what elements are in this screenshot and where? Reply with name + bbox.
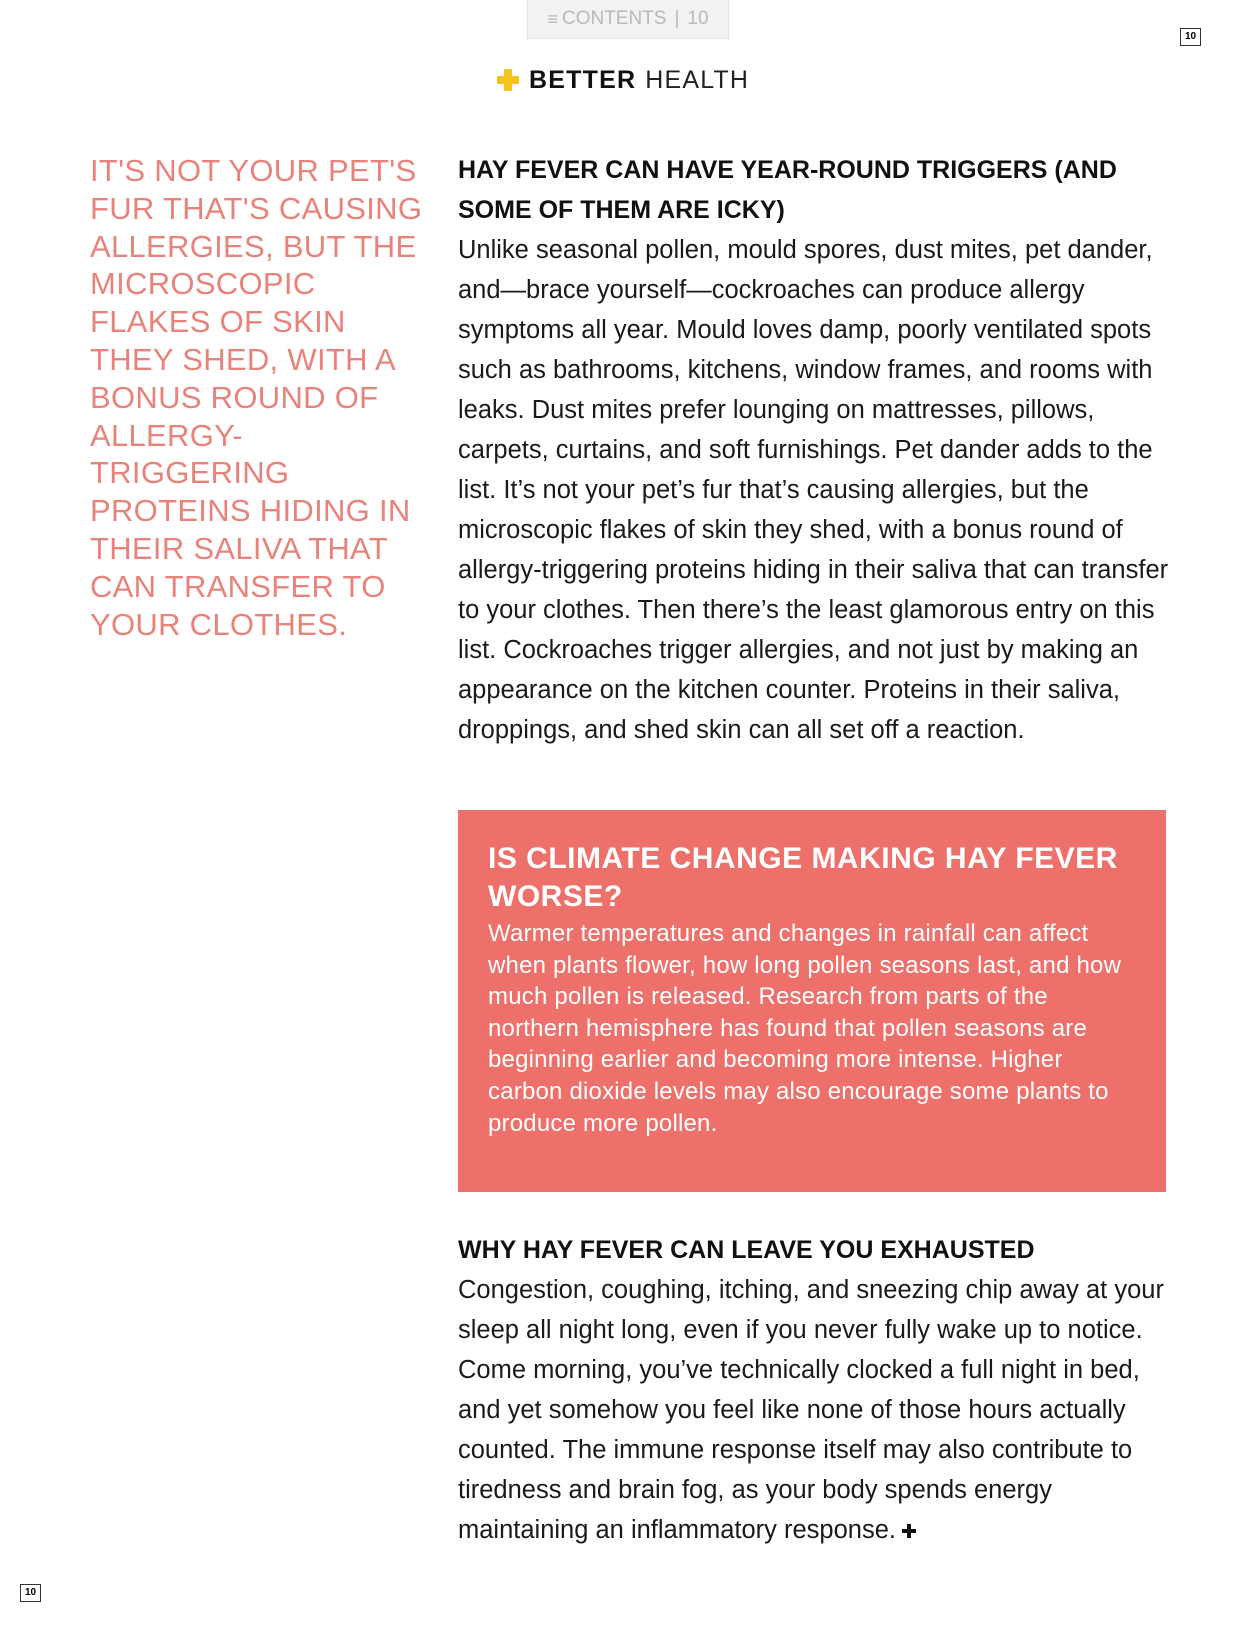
brand-light: HEALTH (645, 65, 750, 94)
menu-icon: ≡ (547, 8, 558, 29)
callout-heading: IS CLIMATE CHANGE MAKING HAY FEVER WORSE? (488, 842, 1118, 913)
divider: | (674, 8, 680, 29)
section-brand (497, 63, 749, 97)
end-mark-icon (902, 1524, 916, 1538)
page-number-marker-top: 10 (1180, 28, 1201, 46)
contents-nav-button[interactable] (527, 0, 729, 39)
contents-label: CONTENTS (561, 8, 667, 29)
article-section-triggers (458, 150, 1170, 750)
contents-page-number: 10 (687, 8, 709, 29)
pull-quote: IT'S NOT YOUR PET'S FUR THAT'S CAUSING ALLERGIES, BUT THE MICROSCOPIC FLAKES OF SKIN THEY SHED, WITH A BONUS ROUND OF ALLERGY-TRIGGERING PROTEINS HIDING IN THEIR SALIVA THAT CAN TRANSFER TO YOUR CLOTHES. (90, 153, 423, 642)
section-body: Unlike seasonal pollen, mould spores, dust mites, pet dander, and—brace yourself—cockroaches can produce allergy symptoms all year. Mould loves damp, poorly ventilated spots such as bathrooms, kitchens, window frames, and rooms with leaks. Dust mites prefer lounging on mattresses, pillows, carpets, curtains, and soft furnishings. Pet dander adds to the list. It’s not your pet’s fur that’s causing allergies, but the microscopic flakes of skin they shed, with a bonus round of allergy-triggering proteins hiding in their saliva that can transfer to your clothes. Then there’s the least glamorous entry on this list. Cockroaches trigger allergies, and not just by making an appearance on the kitchen counter. Proteins in their saliva, droppings, and shed skin can all set off a reaction. (458, 236, 1169, 744)
callout-body: Warmer temperatures and changes in rainfall can affect when plants flower, how long pollen seasons last, and how much pollen is released. Research from parts of the northern hemisphere has found that pollen seasons are beginning earlier and becoming more intense. Higher carbon dioxide levels may also encourage some plants to produce more pollen. (488, 920, 1122, 1137)
section-heading: WHY HAY FEVER CAN LEAVE YOU EXHAUSTED (458, 1236, 1035, 1264)
brand-bold: BETTER (529, 65, 637, 94)
plus-cross-icon (497, 69, 519, 91)
article-section-exhausted (458, 1230, 1170, 1550)
section-heading: HAY FEVER CAN HAVE YEAR-ROUND TRIGGERS (AND SOME OF THEM ARE ICKY) (458, 156, 1117, 224)
section-body-wrapper (458, 1270, 1170, 1550)
callout-box (458, 810, 1166, 1192)
section-body: Congestion, coughing, itching, and sneezing chip away at your sleep all night long, even if you never fully wake up to notice. Come morning, you’ve technically clocked a full night in bed, and yet somehow you feel like none of those hours actually counted. The immune response itself may also contribute to tiredness and brain fog, as your body spends energy maintaining an inflammatory response. (458, 1276, 1164, 1544)
page-number-marker-bottom: 10 (20, 1584, 41, 1602)
